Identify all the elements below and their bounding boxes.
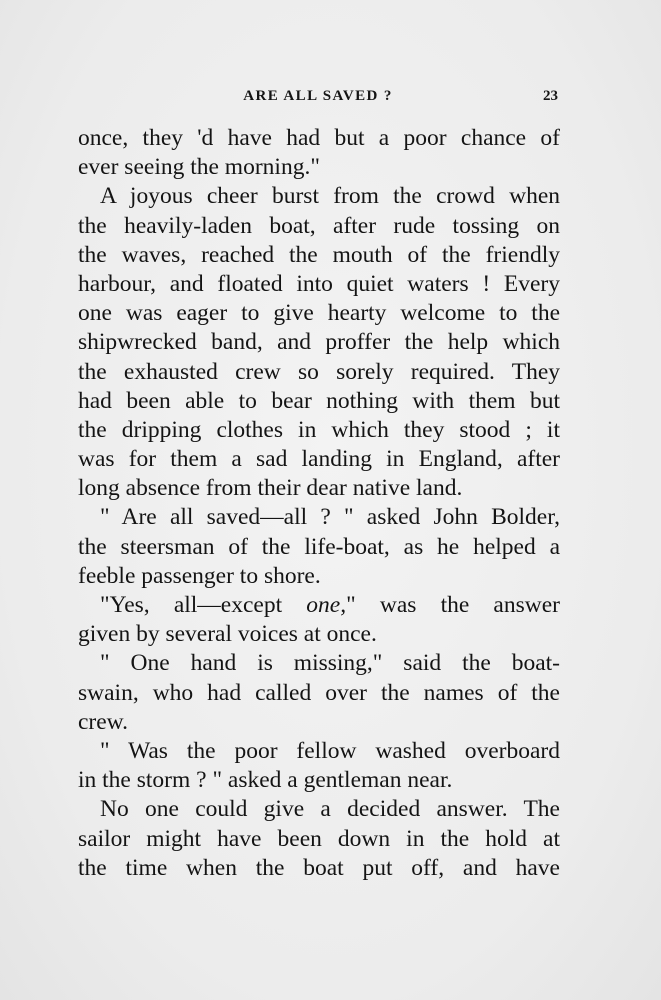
text-line: the waves, reached the mouth of the friendly	[78, 241, 560, 268]
text-line: swain, who had called over the names of the	[78, 679, 560, 706]
text-fragment: " was the answer	[346, 592, 560, 618]
text-line: " One hand is missing," said the boat-	[100, 650, 560, 677]
text-line-with-italic	[78, 591, 560, 620]
text-line: the steersman of the life-boat, as he helped a	[78, 533, 560, 560]
text-line: given by several voices at once.	[78, 621, 377, 648]
italic-word: one,	[306, 592, 347, 618]
text-line: was for them a sad landing in England, after	[78, 446, 560, 473]
text-line: sailor might have been down in the hold at	[78, 825, 560, 852]
running-title: ARE ALL SAVED ?	[243, 88, 393, 104]
text-line: " Are all saved—all ? " asked John Bolder,	[100, 504, 560, 531]
text-line: shipwrecked band, and proffer the help which	[78, 329, 560, 356]
text-line: the heavily-laden boat, after rude tossing on	[78, 212, 560, 239]
text-line: long absence from their dear native land.	[78, 475, 463, 502]
text-line: the exhausted crew so sorely required. They	[78, 358, 560, 385]
text-line: in the storm ? " asked a gentleman near.	[78, 767, 453, 794]
text-fragment: "Yes, all—except	[100, 592, 307, 618]
page-number: 23	[543, 88, 558, 104]
body-text	[78, 124, 560, 883]
running-head	[78, 88, 558, 112]
text-line: once, they 'd have had but a poor chance of	[78, 125, 560, 151]
text-line: " Was the poor fellow washed overboard	[100, 737, 560, 764]
text-line: A joyous cheer burst from the crowd when	[100, 183, 560, 210]
text-line: crew.	[78, 708, 129, 735]
text-line: the time when the boat put off, and have	[78, 854, 560, 881]
text-line: ever seeing the morning."	[78, 154, 320, 181]
text-line: harbour, and floated into quiet waters ! Every	[78, 270, 560, 297]
text-line: No one could give a decided answer. The	[100, 796, 560, 823]
text-line: one was eager to give hearty welcome to the	[78, 300, 560, 327]
text-line: had been able to bear nothing with them but	[78, 387, 560, 414]
text-line: feeble passenger to shore.	[78, 562, 321, 589]
text-line: the dripping clothes in which they stood ; it	[78, 416, 560, 443]
